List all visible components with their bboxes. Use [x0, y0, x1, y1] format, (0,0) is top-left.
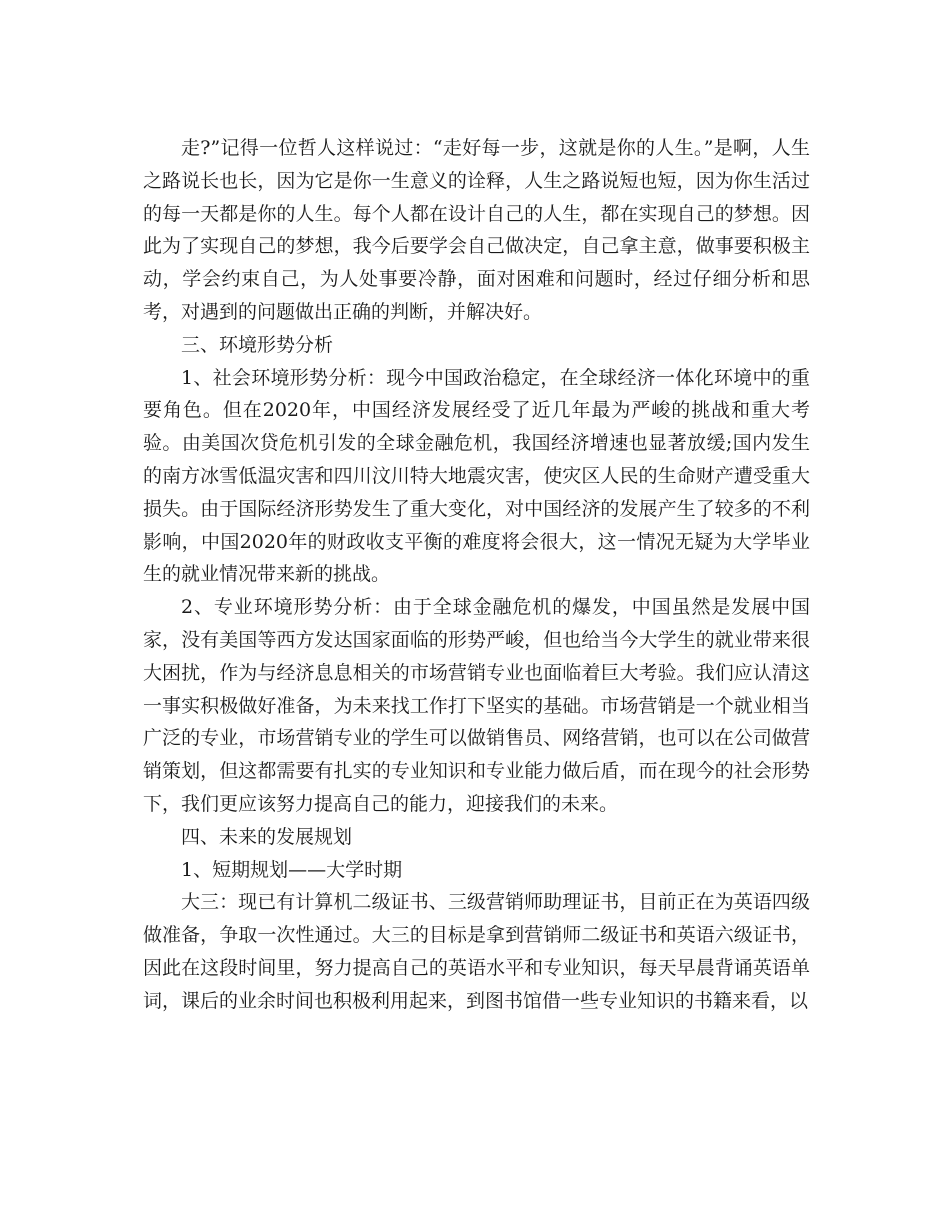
paragraph-social-environment: 1、社会环境形势分析：现今中国政治稳定，在全球经济一体化环境中的重要角色。但在2020年，中国经济发展经受了近几年最为严峻的挑战和重大考验。由美国次贷危机引发的全球金融危机，我国经济增速也显著放缓;国内发生的南方冰雪低温灾害和四川汶川特大地震灾害，使灾区人民的生命财产遭受重大损失。由于国际经济形势发生了重大变化，对中国经济的发展产生了较多的不利影响，中国2020年的财政收支平衡的难度将会很大，这一情况无疑为大学毕业生的就业情况带来新的挑战。	[143, 366, 810, 586]
paragraph-junior-year: 大三：现已有计算机二级证书、三级营销师助理证书，目前正在为英语四级做准备，争取一次性通过。大三的目标是拿到营销师二级证书和英语六级证书，因此在这段时间里，努力提高自己的英语水平和专业知识，每天早晨背诵英语单词，课后的业余时间也积极利用起来，到图书馆借一些专业知识的书籍来看，以	[143, 891, 810, 1012]
section-heading-future-plan: 四、未来的发展规划	[181, 825, 353, 848]
document-body	[143, 132, 810, 1018]
subheading-short-term-plan: 1、短期规划——大学时期	[181, 858, 403, 881]
paragraph-professional-environment: 2、专业环境形势分析：由于全球金融危机的爆发，中国虽然是发展中国家，没有美国等西方发达国家面临的形势严峻，但也给当今大学生的就业带来很大困扰，作为与经济息息相关的市场营销专业也面临着巨大考验。我们应认清这一事实积极做好准备，为未来找工作打下坚实的基础。市场营销是一个就业相当广泛的专业，市场营销专业的学生可以做销售员、网络营销，也可以在公司做营销策划，但这都需要有扎实的专业知识和专业能力做后盾，而在现今的社会形势下，我们更应该努力提高自己的能力，迎接我们的未来。	[143, 596, 810, 815]
section-heading-environment: 三、环境形势分析	[181, 333, 334, 356]
paragraph-continuation: 走?”记得一位哲人这样说过：“走好每一步，这就是你的人生。”是啊，人生之路说长也长，因为它是你一生意义的诠释，人生之路说短也短，因为你生活过的每一天都是你的人生。每个人都在设计自己的人生，都在实现自己的梦想。因此为了实现自己的梦想，我今后要学会自己做决定，自己拿主意，做事要积极主动，学会约束自己，为人处事要冷静，面对困难和问题时，经过仔细分析和思考，对遇到的问题做出正确的判断，并解决好。	[143, 137, 810, 323]
